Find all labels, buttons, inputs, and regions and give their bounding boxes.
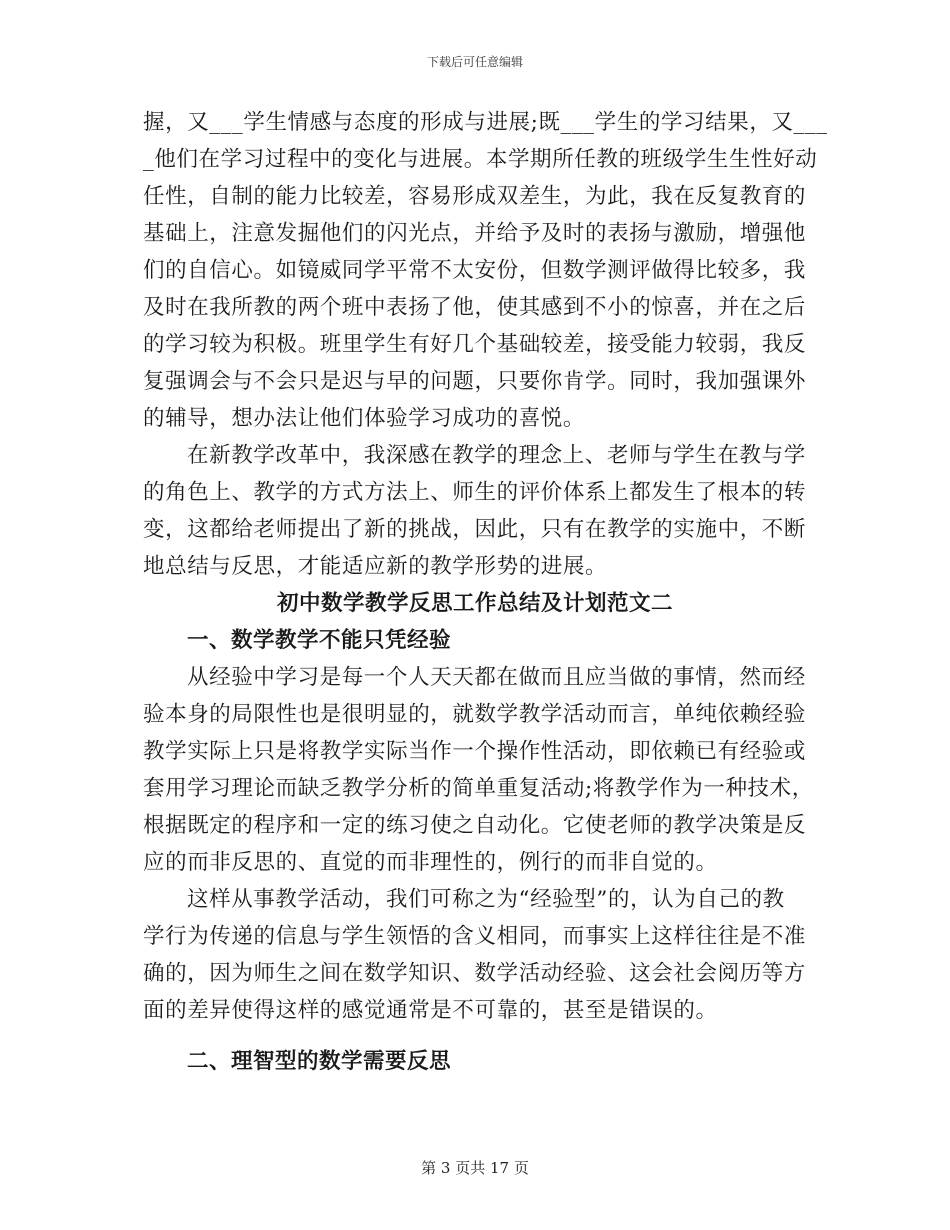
spacer (143, 1029, 807, 1043)
text-line: 复强调会与不会只是迟与早的问题，只要你肯学。同时，我加强课外 (143, 369, 807, 394)
paragraph-1 (143, 104, 828, 437)
text-line: 的辅导，想办法让他们体验学习成功的喜悦。 (143, 406, 586, 431)
text-line: 根据既定的程序和一定的练习使之自动化。它使老师的教学决策是反 (143, 813, 807, 838)
text-line: 基础上，注意发掘他们的闪光点，并给予及时的表扬与激励，增强他 (143, 221, 807, 246)
page-footer: 第 3 页共 17 页 (421, 1159, 529, 1177)
heading-2: 二、理智型的数学需要反思 (187, 1049, 452, 1074)
paragraph-3 (143, 659, 814, 881)
text-line: 的学习较为积极。班里学生有好几个基础较差，接受能力较弱，我反 (143, 332, 807, 357)
text-line: 的角色上、教学的方式方法上、师生的评价体系上都发生了根本的转 (143, 480, 807, 505)
text-line: 套用学习理论而缺乏教学分析的简单重复活动;将教学作为一种技术， (143, 776, 814, 801)
heading-1: 一、数学教学不能只凭经验 (187, 628, 452, 653)
text-line: _他们在学习过程中的变化与进展。本学期所任教的班级学生生性好动 (143, 147, 818, 172)
text-line: 任性，自制的能力比较差，容易形成双差生，为此，我在反复教育的 (143, 184, 807, 209)
text-line: 这样从事教学活动，我们可称之为“经验型”的，认为自己的教 (187, 887, 785, 912)
paragraph-4 (143, 881, 807, 1029)
text-line: 教学实际上只是将教学实际当作一个操作性活动，即依赖已有经验或 (143, 739, 807, 764)
text-line: 确的，因为师生之间在数学知识、数学活动经验、这会社会阅历等方 (143, 961, 807, 986)
document-body (143, 104, 828, 1080)
text-line: 握，又___学生情感与态度的形成与进展;既___学生的学习结果，又___ (143, 110, 828, 135)
paragraph-2 (143, 437, 807, 585)
text-line: 学行为传递的信息与学生领悟的含义相同，而事实上这样往往是不准 (143, 924, 807, 949)
section-title: 初中数学教学反思工作总结及计划范文二 (276, 591, 673, 616)
text-line: 变，这都给老师提出了新的挑战，因此，只有在教学的实施中，不断 (143, 517, 807, 542)
text-line: 从经验中学习是每一个人天天都在做而且应当做的事情，然而经 (187, 665, 806, 690)
text-line: 面的差异使得这样的感觉通常是不可靠的，甚至是错误的。 (143, 998, 718, 1023)
text-line: 应的而非反思的、直觉的而非理性的，例行的而非自觉的。 (143, 850, 718, 875)
text-line: 验本身的局限性也是很明显的，就数学教学活动而言，单纯依赖经验 (143, 702, 807, 727)
text-line: 在新教学改革中，我深感在教学的理念上、老师与学生在教与学 (187, 443, 806, 468)
text-line: 们的自信心。如镜威同学平常不太安份，但数学测评做得比较多，我 (143, 258, 807, 283)
page-header: 下载后可任意编辑 (426, 55, 523, 69)
text-line: 及时在我所教的两个班中表扬了他，使其感到不小的惊喜，并在之后 (143, 295, 807, 320)
text-line: 地总结与反思，才能适应新的教学形势的进展。 (143, 554, 608, 579)
